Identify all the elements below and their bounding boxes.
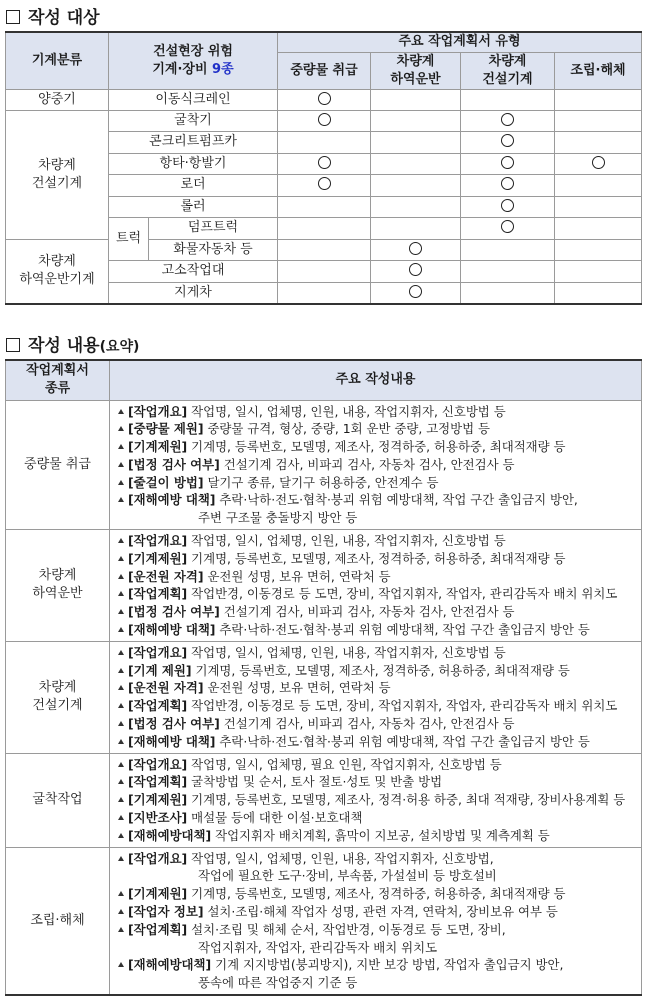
table-row	[6, 110, 642, 132]
content-text: 작업명, 일시, 업체명, 인원, 내용, 작업지휘자, 신호방법 등	[187, 533, 506, 549]
mark-cell	[278, 175, 371, 197]
content-keyword: [기계제원]	[128, 550, 188, 566]
bullet-triangle-icon	[118, 739, 124, 744]
content-keyword: [재해예방 대책]	[128, 733, 216, 749]
bullet-triangle-icon	[118, 927, 124, 932]
content-text: 추락·낙하·전도·협착·붕괴 위험 예방대책, 작업 구간 출입금지 방안 등	[215, 733, 590, 749]
mark-cell	[555, 175, 642, 197]
content-text: 기계명, 등록번호, 모델명, 제조사, 정격하중, 허용하중, 최대적재량 등	[187, 886, 566, 902]
content-line	[118, 568, 641, 586]
mark-cell	[555, 218, 642, 240]
header-type-construction: 차량계 건설기계	[461, 52, 555, 89]
content-text: 주변 구조물 충돌방지 방안 등	[198, 510, 358, 526]
mark-cell	[278, 282, 371, 304]
content-text: 작업명, 일시, 업체명, 필요 인원, 작업지휘자, 신호방법 등	[187, 756, 502, 772]
mark-cell	[461, 175, 555, 197]
content-keyword: [중량물 제원]	[128, 421, 204, 437]
content-text: 기계명, 등록번호, 모델명, 제조사, 정격하중, 허용하중, 최대적재량 등	[191, 662, 570, 678]
content-keyword: [운전원 자격]	[128, 568, 204, 584]
mark-cell	[461, 132, 555, 154]
content-text: 건설기계 검사, 비파괴 검사, 자동차 검사, 안전검사 등	[219, 716, 515, 732]
mark-cell	[371, 89, 461, 110]
bullet-triangle-icon	[118, 538, 124, 543]
mark-cell	[278, 153, 371, 175]
circle-mark-icon	[501, 220, 514, 233]
circle-mark-icon	[409, 263, 422, 276]
content-keyword: [운전원 자격]	[128, 680, 204, 696]
content-keyword: [작업자 정보]	[128, 904, 204, 920]
mark-cell	[371, 196, 461, 218]
content-text: 기계명, 등록번호, 모델명, 제조사, 정격하중, 허용하중, 최대적재량 등	[187, 550, 566, 566]
mark-cell	[461, 196, 555, 218]
table-row	[6, 753, 642, 847]
content-text: 작업반경, 이동경로 등 도면, 장비, 작업지휘자, 작업자, 관리감독자 배치 위치도	[187, 698, 618, 714]
circle-mark-icon	[318, 113, 331, 126]
mark-cell	[278, 218, 371, 240]
bullet-triangle-icon	[118, 650, 124, 655]
content-line	[118, 532, 641, 550]
equipment-name: 롤러	[109, 196, 278, 218]
equipment-name: 로더	[109, 175, 278, 197]
content-line	[118, 850, 641, 868]
section2-title: 작성 내용(요약)	[6, 331, 139, 356]
table-row	[6, 89, 642, 110]
content-keyword: [작업개요]	[128, 533, 188, 549]
content-keyword: [작업개요]	[128, 403, 188, 419]
mark-cell	[371, 153, 461, 175]
table-row	[6, 239, 642, 261]
content-line	[118, 585, 641, 603]
group-label: 차량계 하역운반기계	[6, 239, 109, 304]
mark-cell	[555, 153, 642, 175]
content-line	[118, 956, 641, 974]
mark-cell	[371, 261, 461, 283]
bullet-triangle-icon	[118, 962, 124, 967]
content-keyword: [작업계획]	[128, 921, 188, 937]
group-label: 양중기	[6, 89, 109, 110]
mark-cell	[461, 218, 555, 240]
mark-cell	[555, 110, 642, 132]
truck-label: 트럭	[109, 218, 149, 261]
content-line	[118, 827, 641, 845]
plan-type-label: 차량계 건설기계	[6, 641, 110, 753]
equipment-name: 고소작업대	[109, 261, 278, 283]
content-keyword: [작업계획]	[128, 586, 188, 602]
plan-type-label: 중량물 취급	[6, 400, 110, 530]
content-text: 굴착방법 및 순서, 토사 절토·성토 및 반출 방법	[187, 774, 443, 790]
content-text: 운전원 성명, 보유 면허, 연락처 등	[203, 568, 391, 584]
content-line	[118, 550, 641, 568]
group-label: 차량계 건설기계	[6, 110, 109, 239]
content-text: 추락·낙하·전도·협착·붕괴 위험 예방대책, 작업 구간 출입금지 방안 등	[215, 622, 590, 638]
header-plan-kind: 작업계획서 종류	[6, 360, 110, 400]
header-equipment: 건설현장 위험 기계·장비 9종	[109, 32, 278, 89]
mark-cell	[461, 239, 555, 261]
content-cell	[110, 530, 642, 642]
bullet-triangle-icon	[118, 856, 124, 861]
mark-cell	[371, 132, 461, 154]
content-line	[118, 662, 641, 680]
content-keyword: [법정 검사 여부]	[128, 716, 220, 732]
content-text: 설치·조립·해체 작업자 성명, 관련 자격, 연락처, 장비보유 여부 등	[203, 904, 558, 920]
bullet-triangle-icon	[118, 685, 124, 690]
bullet-triangle-icon	[118, 409, 124, 414]
equipment-name: 지게차	[109, 282, 278, 304]
bullet-triangle-icon	[118, 556, 124, 561]
circle-mark-icon	[409, 285, 422, 298]
header-plan-types: 주요 작업계획서 유형	[278, 32, 642, 52]
content-line	[118, 921, 641, 939]
content-text: 건설기계 검사, 비파괴 검사, 자동차 검사, 안전검사 등	[219, 456, 515, 472]
mark-cell	[555, 132, 642, 154]
content-keyword: [법정 검사 여부]	[128, 604, 220, 620]
equipment-name: 덤프트럭	[149, 218, 278, 240]
content-text: 매설물 등에 대한 이설·보호대책	[187, 810, 363, 826]
mark-cell	[555, 89, 642, 110]
bullet-triangle-icon	[118, 703, 124, 708]
content-text: 건설기계 검사, 비파괴 검사, 자동차 검사, 안전검사 등	[219, 604, 515, 620]
content-keyword: [재해예방 대책]	[128, 622, 216, 638]
bullet-triangle-icon	[118, 721, 124, 726]
content-keyword: [작업개요]	[128, 756, 188, 772]
content-text: 설치·조립 및 해체 순서, 작업반경, 이동경로 등 도면, 장비,	[187, 921, 506, 937]
mark-cell	[555, 261, 642, 283]
content-keyword: [작업계획]	[128, 698, 188, 714]
content-keyword: [작업개요]	[128, 850, 188, 866]
mark-cell	[371, 175, 461, 197]
mark-cell	[278, 196, 371, 218]
content-text: 작업지휘자, 작업자, 관리감독자 배치 위치도	[198, 939, 438, 955]
content-cell	[110, 847, 642, 995]
content-text: 작업지휘자 배치계획, 흙막이 지보공, 설치방법 및 계측계획 등	[211, 827, 550, 843]
content-keyword: [재해예방 대책]	[128, 492, 216, 508]
content-keyword: [작업개요]	[128, 644, 188, 660]
content-keyword: [법정 검사 여부]	[128, 456, 220, 472]
content-line	[118, 491, 641, 509]
mark-cell	[371, 239, 461, 261]
table-row	[6, 400, 642, 530]
mark-cell	[461, 110, 555, 132]
content-line	[118, 621, 641, 639]
plan-type-label: 차량계 하역운반	[6, 530, 110, 642]
header-main-content: 주요 작성내용	[110, 360, 642, 400]
content-text: 기계 지지방법(붕괴방지), 지반 보강 방법, 작업자 출입금지 방안,	[211, 957, 564, 973]
bullet-triangle-icon	[118, 909, 124, 914]
content-line	[118, 644, 641, 662]
circle-mark-icon	[501, 199, 514, 212]
target-table	[5, 31, 642, 305]
mark-cell	[555, 196, 642, 218]
bullet-triangle-icon	[118, 444, 124, 449]
content-line	[118, 885, 641, 903]
content-line	[118, 756, 641, 774]
mark-cell	[461, 89, 555, 110]
content-text: 풍속에 따른 작업중지 기준 등	[198, 975, 358, 991]
content-cell	[110, 641, 642, 753]
content-text: 기계명, 등록번호, 모델명, 제조사, 정격하중, 허용하중, 최대적재량 등	[187, 439, 566, 455]
content-keyword: [재해예방대책]	[128, 827, 212, 843]
content-line	[118, 509, 641, 527]
circle-mark-icon	[318, 177, 331, 190]
circle-mark-icon	[501, 113, 514, 126]
content-line	[118, 903, 641, 921]
table-row	[6, 847, 642, 995]
bullet-triangle-icon	[118, 815, 124, 820]
mark-cell	[461, 261, 555, 283]
content-text: 중량물 규격, 형상, 중량, 1회 운반 중량, 고정방법 등	[203, 421, 491, 437]
circle-mark-icon	[501, 134, 514, 147]
circle-mark-icon	[318, 92, 331, 105]
bullet-triangle-icon	[118, 627, 124, 632]
bullet-triangle-icon	[118, 762, 124, 767]
content-text: 작업명, 일시, 업체명, 인원, 내용, 작업지휘자, 신호방법 등	[187, 403, 506, 419]
content-text: 달기구 종류, 달기구 허용하중, 안전계수 등	[203, 474, 439, 490]
mark-cell	[371, 282, 461, 304]
content-line	[118, 773, 641, 791]
bullet-triangle-icon	[118, 891, 124, 896]
content-text: 기계명, 등록번호, 모델명, 제조사, 정격·허용 하중, 최대 적재량, 장비사용계획 등	[187, 792, 626, 808]
checkbox-square-icon	[6, 10, 20, 24]
bullet-triangle-icon	[118, 591, 124, 596]
bullet-triangle-icon	[118, 574, 124, 579]
content-line	[118, 697, 641, 715]
mark-cell	[461, 153, 555, 175]
bullet-triangle-icon	[118, 497, 124, 502]
mark-cell	[555, 282, 642, 304]
content-line	[118, 939, 641, 957]
content-line	[118, 791, 641, 809]
content-cell	[110, 400, 642, 530]
content-text: 작업에 필요한 도구·장비, 부속품, 가설설비 등 방호설비	[198, 868, 497, 884]
content-line	[118, 715, 641, 733]
content-text: 작업명, 일시, 업체명, 인원, 내용, 작업지휘자, 신호방법 등	[187, 644, 506, 660]
header-type-loading: 차량계 하역운반	[371, 52, 461, 89]
content-keyword: [재해예방대책]	[128, 957, 212, 973]
mark-cell	[278, 110, 371, 132]
mark-cell	[278, 239, 371, 261]
mark-cell	[278, 132, 371, 154]
content-cell	[110, 753, 642, 847]
bullet-triangle-icon	[118, 797, 124, 802]
content-line	[118, 733, 641, 751]
bullet-triangle-icon	[118, 480, 124, 485]
checkbox-square-icon	[6, 338, 20, 352]
content-keyword: [작업계획]	[128, 774, 188, 790]
header-type-heavy: 중량물 취급	[278, 52, 371, 89]
content-line	[118, 867, 641, 885]
circle-mark-icon	[592, 156, 605, 169]
content-table	[5, 359, 642, 996]
table-row	[6, 641, 642, 753]
circle-mark-icon	[318, 156, 331, 169]
equipment-name: 콘크리트펌프카	[109, 132, 278, 154]
mark-cell	[371, 110, 461, 132]
content-keyword: [기계 제원]	[128, 662, 192, 678]
plan-type-label: 조립·해체	[6, 847, 110, 995]
content-keyword: [줄걸이 방법]	[128, 474, 204, 490]
content-text: 작업반경, 이동경로 등 도면, 장비, 작업지휘자, 작업자, 관리감독자 배치 위치도	[187, 586, 618, 602]
bullet-triangle-icon	[118, 833, 124, 838]
header-category: 기계분류	[6, 32, 109, 89]
plan-type-label: 굴착작업	[6, 753, 110, 847]
bullet-triangle-icon	[118, 462, 124, 467]
bullet-triangle-icon	[118, 668, 124, 673]
mark-cell	[371, 218, 461, 240]
table-row	[6, 530, 642, 642]
content-text: 작업명, 일시, 업체명, 인원, 내용, 작업지휘자, 신호방법,	[187, 850, 494, 866]
equipment-name: 굴착기	[109, 110, 278, 132]
content-line	[118, 438, 641, 456]
mark-cell	[278, 261, 371, 283]
content-line	[118, 420, 641, 438]
content-line	[118, 474, 641, 492]
content-line	[118, 403, 641, 421]
content-line	[118, 679, 641, 697]
content-line	[118, 809, 641, 827]
content-text: 추락·낙하·전도·협착·붕괴 위험 예방대책, 작업 구간 출입금지 방안,	[215, 492, 578, 508]
bullet-triangle-icon	[118, 426, 124, 431]
header-type-assembly: 조립·해체	[555, 52, 642, 89]
circle-mark-icon	[409, 242, 422, 255]
content-keyword: [기계제원]	[128, 439, 188, 455]
circle-mark-icon	[501, 177, 514, 190]
mark-cell	[461, 282, 555, 304]
equipment-name: 이동식크레인	[109, 89, 278, 110]
content-keyword: [지반조사]	[128, 810, 188, 826]
circle-mark-icon	[501, 156, 514, 169]
content-keyword: [기계제원]	[128, 792, 188, 808]
content-keyword: [기계제원]	[128, 886, 188, 902]
bullet-triangle-icon	[118, 609, 124, 614]
content-text: 운전원 성명, 보유 면허, 연락처 등	[203, 680, 391, 696]
mark-cell	[278, 89, 371, 110]
equipment-name: 화물자동차 등	[149, 239, 278, 261]
content-line	[118, 603, 641, 621]
content-line	[118, 456, 641, 474]
mark-cell	[555, 239, 642, 261]
equipment-name: 항타·항발기	[109, 153, 278, 175]
section1-title: 작성 대상	[6, 3, 100, 28]
bullet-triangle-icon	[118, 779, 124, 784]
